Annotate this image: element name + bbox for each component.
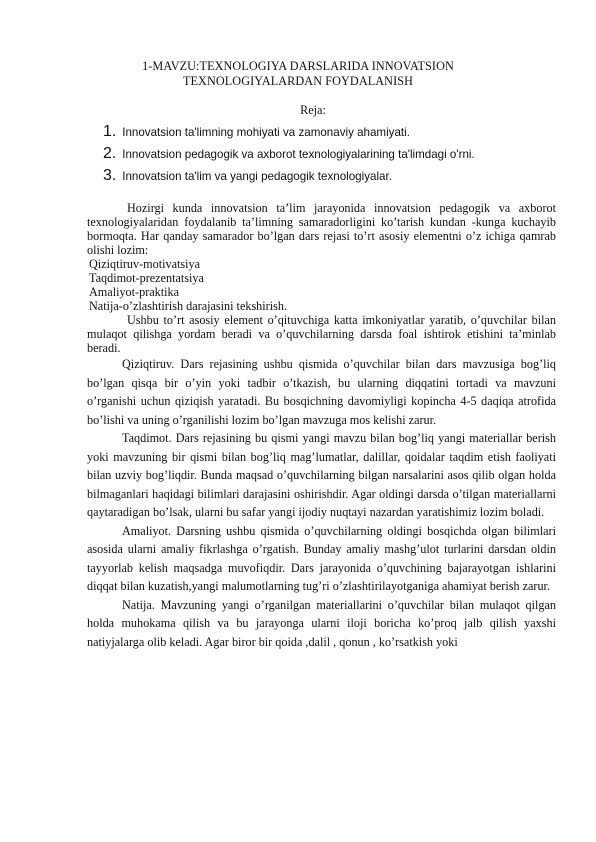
element-item: Taqdimot-prezentatsiya bbox=[89, 271, 204, 285]
summary-paragraph: Ushbu to’rt asosiy element o’qituvchiga katta imkoniyatlar yaratib, o’quvchilar bilan mulaqot qilishga yordam beradi va o’quvchilarning darsda foal ishtirok etishini ta’minlab beradi. bbox=[87, 313, 556, 355]
body-paragraph-taqdimot: Taqdimot. Dars rejasining bu qismi yangi mavzu bilan bog’liq yangi materiallar berish yoki mavzuning bir qismi bilan bog’liq mag’lumatlar, dalillar, qoidalar taqdim etish faoliyati bilan uzviy bog’liqdir. Bunda maqsad o’quvchilarning bilgan narsalarini asos qilib olgan holda bilmaganlari haqidagi bilimlari darajasini oshirishdir. Agar oldingi darsda o’tilgan materiallarni qaytaradigan bo’lsak, ularni bu safar yangi ijodiy nuqtayi nazardan yaratishimiz lozim boladi. bbox=[87, 431, 556, 519]
element-item: Qiziqtiruv-motivatsiya bbox=[89, 257, 201, 271]
plan-item bbox=[103, 143, 475, 165]
plan-item-number: 3. bbox=[103, 167, 117, 184]
intro-paragraph: Hozirgi kunda innovatsion ta’lim jarayonida innovatsion pedagogik va axborot texnologiyalaridan foydalanib ta’limning samaradorligini ko’tarish kundan -kunga kuchayib bormoqta. Har qanday samarador bo’lgan dars rejasi to’rt asosiy elementni o’z ichiga qamrab olishi lozim: bbox=[87, 201, 556, 257]
plan-item-text: Innovatsion pedagogik va axborot texnologiyalarining ta'limdagi o'rni. bbox=[122, 148, 475, 161]
plan-item bbox=[103, 121, 475, 143]
body-paragraph-amaliyot: Amaliyot. Darsning ushbu qismida o’quvchilarning oldingi bosqichda olgan bilimlari asosida ularni amaliy fikrlashga o’rgatish. Bunday amaliy mashg’ulot turlarini darsdan oldin tayyorlab kelish maqsadga muvofiqdir. Dars jarayonida o’quvchining bajarayotgan ishlarini diqqat bilan kuzatish,yangi malumotlarning tug’ri o’zlashtirilayotganiga ahamiyat berish zarur. bbox=[87, 523, 556, 593]
element-item: Natija-o’zlashtirish darajasini tekshirish. bbox=[89, 299, 287, 313]
title-line-2: TEXNOLOGIYALARDAN FOYDALANISH bbox=[182, 74, 414, 88]
plan-heading: Reja: bbox=[300, 103, 326, 117]
plan-item-number: 1. bbox=[103, 123, 117, 140]
title-line-1: 1-MAVZU:TEXNOLOGIYA DARSLARIDA INNOVATSION bbox=[142, 59, 454, 73]
element-item: Amaliyot-praktika bbox=[89, 285, 180, 299]
plan-item bbox=[103, 165, 475, 187]
body-paragraph-qiziqtiruv: Qiziqtiruv. Dars rejasining ushbu qismida o’quvchilar bilan dars mavzusiga bog’liq bo’lgan qisqa bir o’yin yoki tadbir o’tkazish, bu ularning diqqatini tortadi va mavzuni o’rganishi uchun qiziqish yaratadi. Bu bosqichning davomiyligi kopincha 4-5 daqiqa atrofida bo’lishi va uning o’rganilishi lozim bo’lgan mavzuga mos kelishi zarur. bbox=[87, 357, 556, 427]
plan-list bbox=[103, 121, 475, 187]
document-body bbox=[87, 201, 556, 651]
plan-item-number: 2. bbox=[103, 145, 117, 162]
document-title bbox=[90, 59, 506, 89]
plan-item-text: Innovatsion ta'lim va yangi pedagogik texnologiyalar. bbox=[122, 170, 392, 183]
body-paragraph-natija: Natija. Mavzuning yangi o’rganilgan materiallarini o’quvchilar bilan mulaqot qilgan holda muhokama qilish va bu jarayonga ularni iloji boricha ko’proq jalb qilish yaxshi natiyjalarga olib keladi. Agar biror bir qoida ,dalil , qonun , ko’rsatkish yoki bbox=[87, 597, 556, 649]
plan-item-text: Innovatsion ta'limning mohiyati va zamonaviy ahamiyati. bbox=[122, 126, 410, 139]
